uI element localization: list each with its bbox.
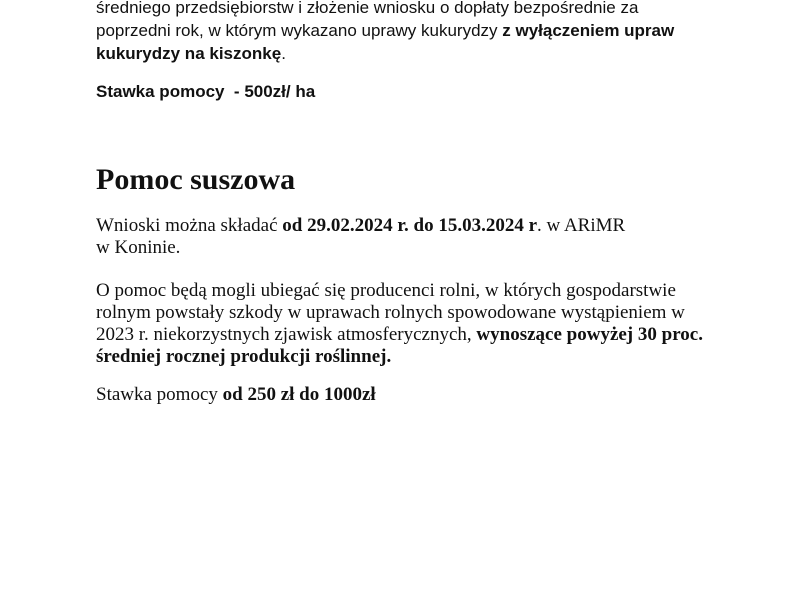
intro-line-3-bold: kukurydzy na kiszonkę <box>96 44 282 63</box>
eligibility-line-4-bold: średniej rocznej produkcji roślinnej. <box>96 346 392 367</box>
applications-line-2: w Koninie. <box>96 237 181 258</box>
section-rate-label: Stawka pomocy <box>96 384 223 405</box>
intro-line-1: średniego przedsiębiorstw i złożenie wniosku o dopłaty bezpośrednie za <box>96 0 639 17</box>
intro-line-2 <box>96 19 736 42</box>
applications-dates: od 29.02.2024 r. do 15.03.2024 r <box>282 215 538 236</box>
intro-line-2-text: poprzedni rok, w którym wykazano uprawy kukurydzy <box>96 21 503 40</box>
applications-pre: Wnioski można składać <box>96 215 283 236</box>
intro-paragraph <box>96 0 736 65</box>
eligibility-line-1: O pomoc będą mogli ubiegać się producenci rolni, w których gospodarstwie <box>96 280 676 301</box>
section-rate-value: od 250 zł do 1000zł <box>222 384 376 405</box>
section-rate <box>96 384 736 406</box>
eligibility-line-3 <box>96 324 736 346</box>
eligibility-line-3-bold: wynoszące powyżej 30 proc. <box>476 324 703 345</box>
applications-post: . w ARiMR <box>537 215 626 236</box>
eligibility-line-4 <box>96 346 736 368</box>
intro-line-3 <box>96 42 736 65</box>
eligibility-line-3-text: 2023 r. niekorzystnych zjawisk atmosferycznych, <box>96 324 477 345</box>
eligibility-line-2: rolnym powstały szkody w uprawach rolnych spowodowane wystąpieniem w <box>96 302 685 323</box>
applications-line-1 <box>96 215 736 237</box>
eligibility-paragraph <box>96 280 736 368</box>
applications-paragraph <box>96 215 736 259</box>
section-heading: Pomoc suszowa <box>96 163 296 196</box>
intro-rate: Stawka pomocy - 500zł/ ha <box>96 82 316 101</box>
intro-line-3-end: . <box>281 44 286 63</box>
intro-line-2-bold: z wyłączeniem upraw <box>502 21 675 40</box>
